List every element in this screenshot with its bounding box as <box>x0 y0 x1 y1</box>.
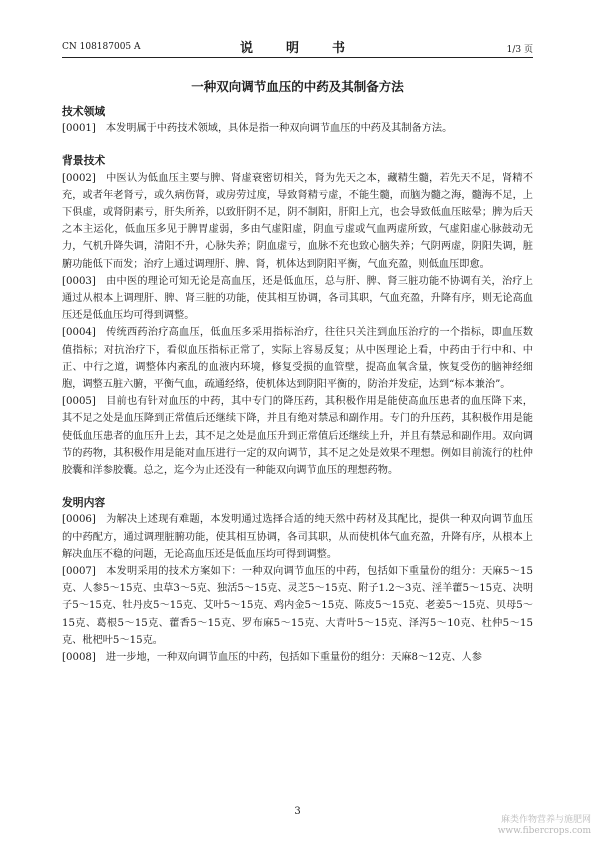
paragraph <box>62 393 533 479</box>
paragraph <box>62 120 533 137</box>
paragraph <box>62 170 533 273</box>
paragraph-number: [0004] <box>62 327 96 339</box>
document-body <box>62 103 533 666</box>
section-heading: 背景技术 <box>62 154 106 168</box>
paragraph-text: 由中医的理论可知无论是高血压，还是低血压，总与肝、脾、肾三脏功能不协调有关，治疗上通过从根本上调理肝、脾、肾三脏的功能，使其相互协调，各司其职，气血充盈，升降有序，则无论高血压还是低血压均可得到调整。 <box>62 275 533 322</box>
paragraph-text: 本发明属于中药技术领域，具体是指一种双向调节血压的中药及其制备方法。 <box>105 123 453 135</box>
section-heading: 技术领域 <box>62 105 106 118</box>
paragraph-number: [0001] <box>62 123 96 135</box>
page-count: 1/3 页 <box>506 45 533 55</box>
paragraph-text: 为解决上述现有难题，本发明通过选择合适的纯天然中药材及其配比，提供一种双向调节血压的中药配方，通过调理脏腑功能，使其相互协调，各司其职，从而使机体气血充盈，升降有序，从根本上解决血压不稳的问题，无论高血压还是低血压均可得到调整。 <box>62 514 533 560</box>
paragraph-number: [0002] <box>62 172 96 184</box>
watermark-title: 麻类作物营养与施肥网 <box>500 815 591 825</box>
paragraph-text: 进一步地，一种双向调节血压的中药，包括如下重量份的组分：天麻8～12克、人参 <box>105 652 482 664</box>
spacer <box>62 479 533 494</box>
patent-number: CN 108187005 A <box>62 42 141 52</box>
document-title: 一种双向调节血压的中药及其制备方法 <box>191 79 404 94</box>
header-rule <box>62 57 533 58</box>
paragraph <box>62 324 533 393</box>
paragraph-number: [0005] <box>62 396 96 408</box>
site-watermark <box>498 815 591 837</box>
paragraph-number: [0003] <box>62 275 96 287</box>
document-type: 说 明 书 <box>239 41 355 56</box>
paragraph-number: [0008] <box>62 652 96 664</box>
paragraph-number: [0007] <box>62 566 96 578</box>
paragraph-text: 本发明采用的技术方案如下：一种双向调节血压的中药，包括如下重量份的组分：天麻5～15克、人参5～15克、虫草3～5克、独活5～15克、灵芝5～15克、附子1.2～3克、淫羊藿5～15克、决明子5～15克、牡丹皮5～15克、艾叶5～15克、鸡内金5～15克、陈皮5～15克、老姜5～15克、贝母5～15克、葛根5～15克、藿香5～15克、罗布麻5～15克、大青叶5～15克、泽泻5～10克、杜仲5～15克、枇杷叶5～15克。 <box>62 566 533 646</box>
paragraph <box>62 563 533 649</box>
page-header <box>62 40 533 56</box>
paragraph <box>62 649 533 666</box>
paragraph <box>62 511 533 563</box>
paragraph-text: 目前也有针对血压的中药，其中专门的降压药，其积极作用是能使高血压患者的血压降下来，其不足之处是血压降到正常值后还继续下降，并且有绝对禁忌和副作用。专门的升压药，其积极作用是能使低血压患者的血压升上去，其不足之处是血压升到正常值后还继续上升，并且有禁忌和副作用。双向调节的药物，其积极作用是能对血压进行一定的双向调节，其不足之处是效果不理想。例如目前流行的杜仲胶囊和洋参胶囊。总之，迄今为止还没有一种能双向调节血压的理想药物。 <box>62 396 533 477</box>
section-heading: 发明内容 <box>62 496 106 510</box>
paragraph <box>62 273 533 325</box>
paragraph-text: 中医认为低血压主要与脾、肾虚衰密切相关，肾为先天之本，藏精生髓，若先天不足，肾精不充，或者年老肾亏，或久病伤肾，或房劳过度，导致肾精亏虚，不能生髓，而脑为髓之海，髓海不足，上下俱虚，或肾阴素亏，肝失所养，以致肝阴不足，阴不制阳，肝阳上亢，也会导致低血压眩晕；脾为后天之本主运化，低血压多见于脾胃虚弱，多由气虚阳虚，阴血亏虚或气血两虚所致，气虚阳虚心脉鼓动无力，气机升降失调，清阳不升，心脉失养；阴血虚亏，血脉不充也致心脑失养；气阴两虚，阴阳失调，脏腑功能低下而发；治疗上通过调理肝、脾、肾，机体达到阴阳平衡，气血充盈，则低血压即愈。 <box>62 172 533 270</box>
page-number: 3 <box>294 806 301 817</box>
paragraph-text: 传统西药治疗高血压，低血压多采用指标治疗，往往只关注到血压治疗的一个指标，即血压数值指标；对抗治疗下，看似血压指标正常了，实际上容易反复；从中医理论上看，中药由于行中和、中正、中行之道，调整体内紊乱的血液内环境，修复受损的血管壁，提高血氧含量，恢复受伤的脑神经细胞，调整五脏六腑，平衡气血，疏通经络，使机体达到阴阳平衡的，防治并发症，达到“标本兼治”。 <box>62 327 533 391</box>
paragraph-number: [0006] <box>62 514 96 526</box>
spacer <box>62 137 533 152</box>
watermark-url: www.fibercrops.com <box>497 826 591 836</box>
